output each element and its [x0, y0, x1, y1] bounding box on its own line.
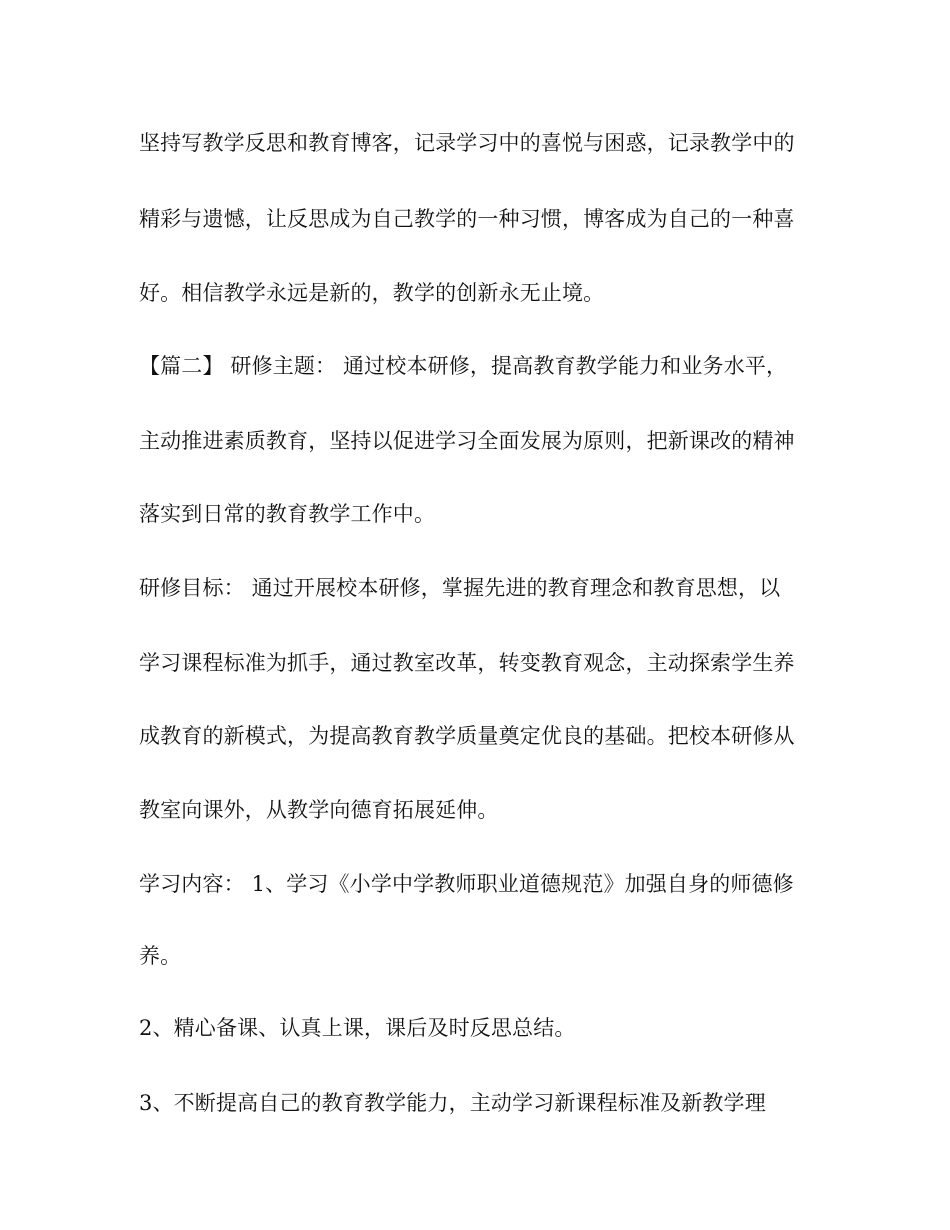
text-line: 学习课程标准为抓手，通过教室改革，转变教育观念，主动探索学生养 — [139, 651, 795, 675]
text-line: 养。 — [139, 944, 182, 968]
text-line: 3、不断提高自己的教育教学能力，主动学习新课程标准及新教学理 — [139, 1091, 766, 1115]
section-heading-line: 【篇二】 研修主题： 通过校本研修，提高教育教学能力和业务水平， — [139, 354, 788, 378]
text-line: 坚持写教学反思和教育博客，记录学习中的喜悦与困惑，记录教学中的 — [139, 131, 795, 155]
text-line: 成教育的新模式，为提高教育教学质量奠定优良的基础。把校本研修从 — [139, 724, 795, 748]
text-line: 主动推进素质教育，坚持以促进学习全面发展为原则，把新课改的精神 — [139, 429, 795, 453]
text-line: 研修目标： 通过开展校本研修，掌握先进的教育理念和教育思想，以 — [139, 576, 781, 600]
text-line: 2、精心备课、认真上课，课后及时反思总结。 — [139, 1016, 576, 1040]
text-line: 教室向课外，从教学向德育拓展延伸。 — [139, 798, 499, 822]
text-line: 学习内容： 1、学习《小学中学教师职业道德规范》加强自身的师德修 — [139, 872, 794, 896]
text-line: 落实到日常的教育教学工作中。 — [139, 502, 436, 526]
text-line: 好。相信教学永远是新的，教学的创新永无止境。 — [139, 281, 605, 305]
text-line: 精彩与遗憾，让反思成为自己教学的一种习惯，博客成为自己的一种喜 — [139, 207, 795, 231]
